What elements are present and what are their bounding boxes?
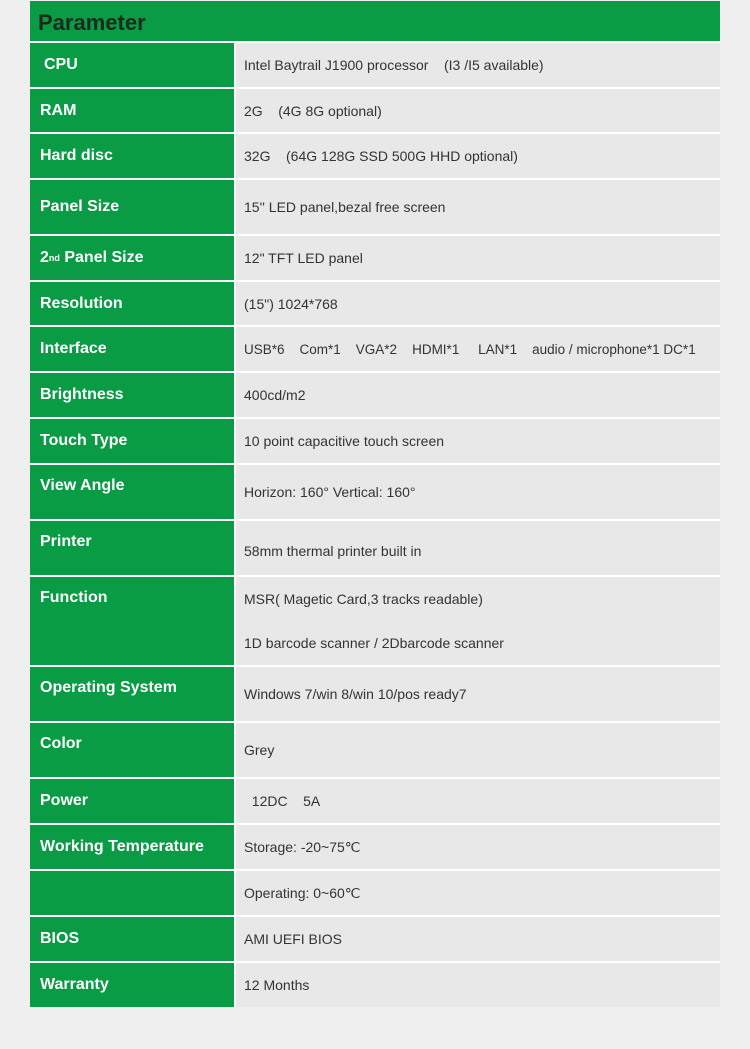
table-row-power: [30, 777, 720, 823]
row-value: 12 Months: [234, 963, 720, 1007]
table-row-resolution: [30, 280, 720, 325]
row-label: Touch Type: [30, 419, 234, 463]
table-row-function: [30, 575, 720, 665]
row-label: Color: [30, 723, 234, 777]
row-value: Operating: 0~60℃: [234, 871, 720, 915]
label-text: Panel Size: [64, 249, 144, 266]
table-row-warranty: [30, 961, 720, 1007]
table-row-interface: [30, 325, 720, 371]
table-row-panel-size: [30, 178, 720, 234]
row-label: Printer: [30, 521, 234, 575]
row-label: View Angle: [30, 465, 234, 519]
row-label: [30, 871, 234, 915]
row-value: Grey: [234, 723, 720, 777]
row-label: Panel Size: [30, 180, 234, 234]
row-label: Resolution: [30, 282, 234, 325]
row-value: [234, 577, 720, 665]
row-value: 400cd/m2: [234, 373, 720, 417]
label-superscript: nd: [48, 253, 60, 263]
row-value: Intel Baytrail J1900 processor (I3 /I5 available): [234, 43, 720, 87]
row-value: USB*6 Com*1 VGA*2 HDMI*1 LAN*1 audio / microphone*1 DC*1: [234, 327, 720, 371]
row-value: 32G (64G 128G SSD 500G HHD optional): [234, 134, 720, 178]
row-label: Brightness: [30, 373, 234, 417]
parameter-table: [30, 1, 720, 1007]
value-line: MSR( Magetic Card,3 tracks readable): [244, 591, 483, 607]
row-label: Power: [30, 779, 234, 823]
table-row-view-angle: [30, 463, 720, 519]
value-line: 1D barcode scanner / 2Dbarcode scanner: [244, 635, 504, 651]
row-label: CPU: [30, 43, 234, 87]
row-label: Interface: [30, 327, 234, 371]
row-label: [30, 236, 234, 280]
row-label: Working Temperature: [30, 825, 234, 869]
row-value: Storage: -20~75℃: [234, 825, 720, 869]
row-value: 58mm thermal printer built in: [234, 521, 720, 575]
row-value: 12DC 5A: [234, 779, 720, 823]
row-value: 15'' LED panel,bezal free screen: [234, 180, 720, 234]
table-row-ram: [30, 87, 720, 132]
table-row-bios: [30, 915, 720, 961]
row-value: 10 point capacitive touch screen: [234, 419, 720, 463]
table-row-color: [30, 721, 720, 777]
table-row-operating-temperature: [30, 869, 720, 915]
row-label: Operating System: [30, 667, 234, 721]
row-value: Horizon: 160° Vertical: 160°: [234, 465, 720, 519]
table-row-second-panel-size: [30, 234, 720, 280]
row-value: Windows 7/win 8/win 10/pos ready7: [234, 667, 720, 721]
table-row-printer: [30, 519, 720, 575]
table-row-touch-type: [30, 417, 720, 463]
table-row-brightness: [30, 371, 720, 417]
row-label: Function: [30, 577, 234, 665]
row-label: Warranty: [30, 963, 234, 1007]
row-value: 12" TFT LED panel: [234, 236, 720, 280]
row-label: Hard disc: [30, 134, 234, 178]
row-value: 2G (4G 8G optional): [234, 89, 720, 132]
label-prefix: 2: [40, 249, 49, 266]
table-row-working-temperature: [30, 823, 720, 869]
table-row-operating-system: [30, 665, 720, 721]
row-value: AMI UEFI BIOS: [234, 917, 720, 961]
row-label: RAM: [30, 89, 234, 132]
table-row-cpu: [30, 41, 720, 87]
table-row-hard-disc: [30, 132, 720, 178]
row-label: BIOS: [30, 917, 234, 961]
table-title: Parameter: [30, 1, 720, 41]
row-value: (15") 1024*768: [234, 282, 720, 325]
